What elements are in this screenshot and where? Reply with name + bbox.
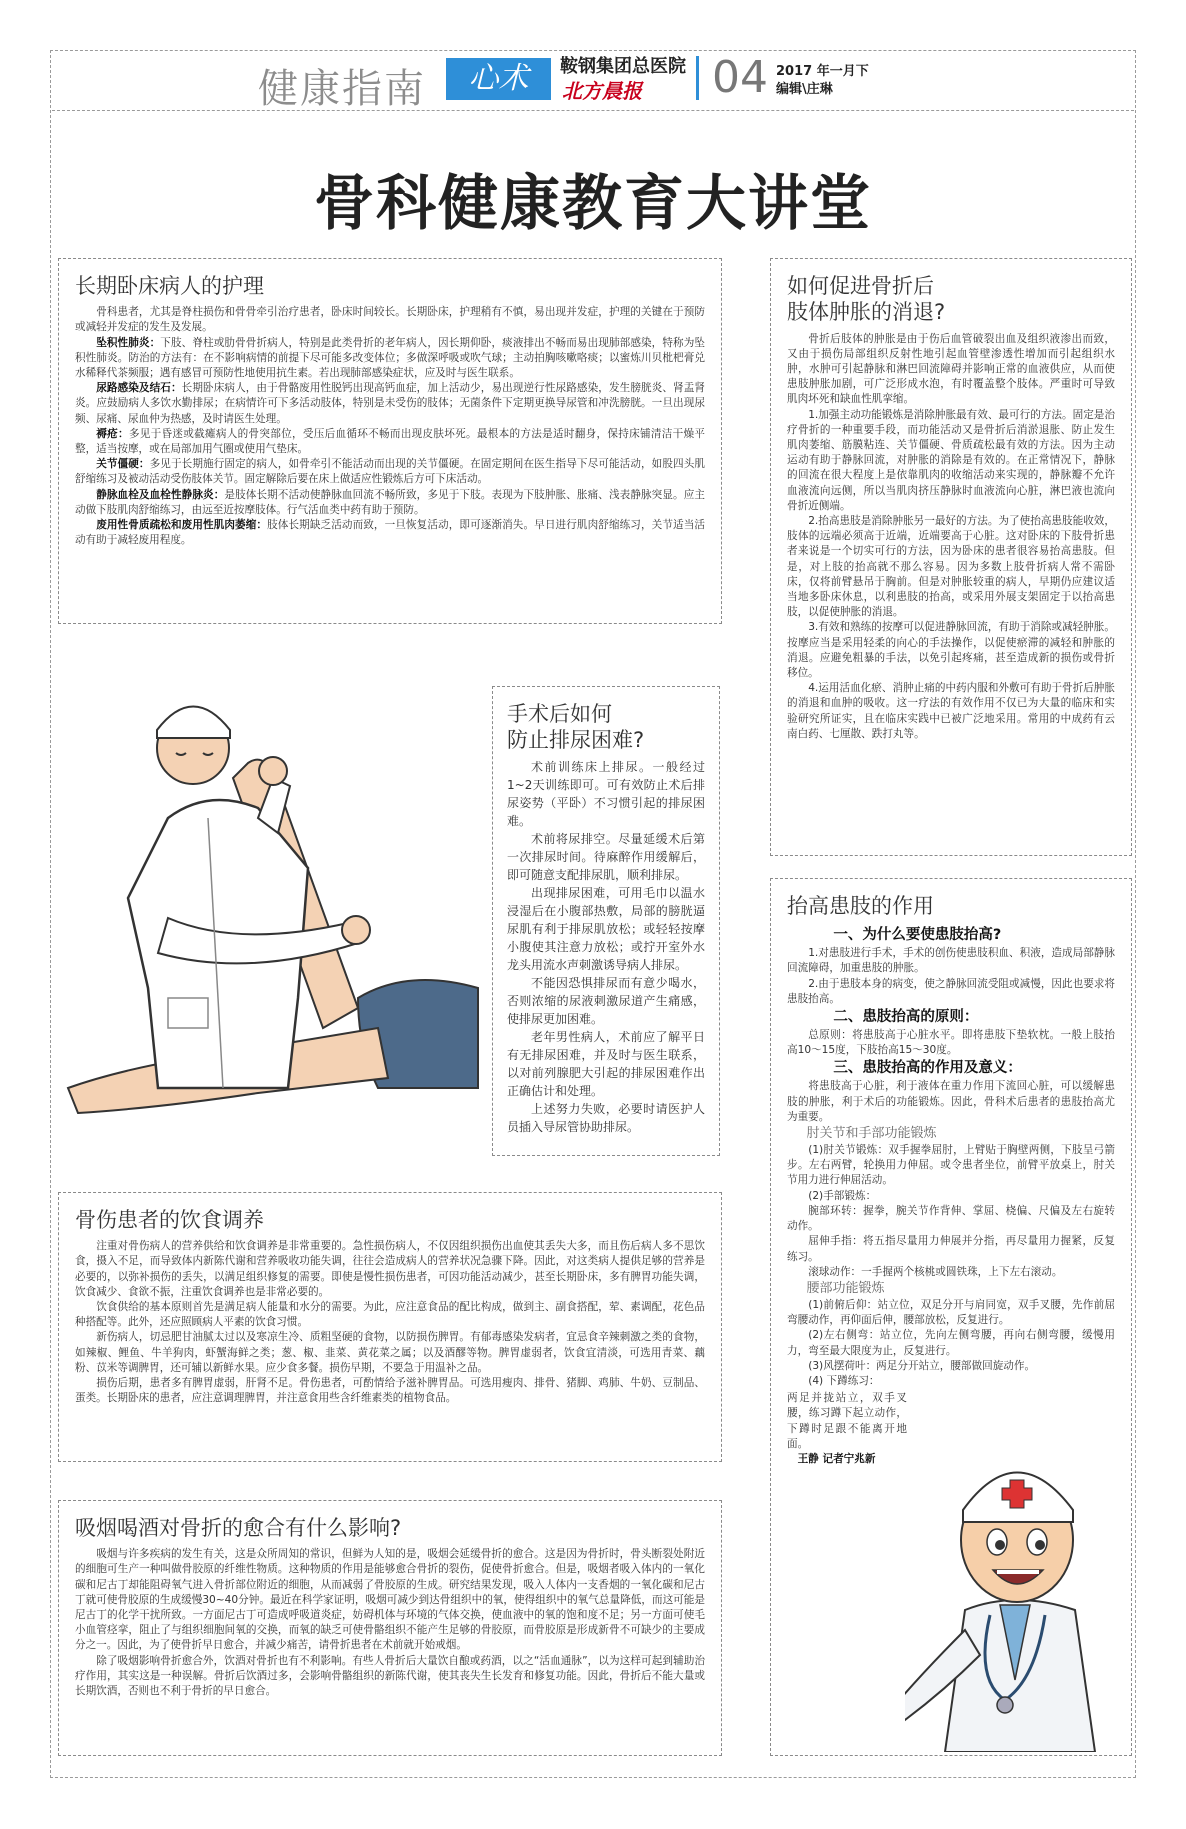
squat-tail (787, 1391, 907, 1467)
article-paragraph: 饮食供给的基本原则首先是满足病人能量和水分的需要。为此，应注意食品的配比构成，做到主、副食搭配，荤、素调配，花色品种搭配等。此外，还应照顾病人平素的饮食习惯。 (75, 1301, 705, 1329)
article-paragraph (75, 457, 705, 487)
article-paragraph: (2)手部锻炼： (808, 1189, 877, 1202)
article-paragraph (75, 427, 705, 457)
article-title (507, 701, 705, 754)
article-paragraph: 注重对骨伤病人的营养供给和饮食调养是非常重要的。急性损伤病人，不仅因组织损伤出血使其丢失大多，而且伤后病人多不思饮食，摄入不足，而导致体内新陈代谢和营养吸收功能失调，往往会造成病人的营养状况急骤下降。因此，对这类病人提供足够的营养是必要的，以弥补损伤的丢失，以满足组织修复的需要。即使是慢性损伤患者，可因功能活动减少，甚至长期卧床，多有脾胃功能失调，饮食减少、食欲不振，注重饮食调养也是非常必要的。 (75, 1240, 705, 1298)
article-paragraph: 3.有效和熟练的按摩可以促进静脉回流，有助于消除或减轻肿胀。按摩应当是采用轻柔的向心的手法操作，以促使瘀滞的减轻和肿胀的消退。应避免粗暴的手法，以免引起疼痛，甚至造成新的损伤或骨折移位。 (787, 621, 1115, 679)
article-paragraph: 不能因恐惧排尿而有意少喝水，否则浓缩的尿液刺激尿道产生痛感，使排尿更加困难。 (507, 975, 705, 1026)
editor-credit: 编辑\庄琳 (776, 82, 833, 97)
paragraph-text: 多见于长期施行固定的病人，如骨牵引不能活动而出现的关节僵硬。在固定期间在医生指导下尽可能活动，如股四头肌舒缩练习及被动活动受伤肢体关节。固定解除后要在床上做适应性锻炼后方可下床活动。 (75, 458, 706, 486)
article-paragraph: 老年男性病人，术前应了解平日有无排尿困难，并及时与医生联系，以对前列腺肥大引起的排尿困难作出正确估计和处理。 (507, 1029, 705, 1098)
article-paragraph: (2)左右侧弯：站立位，先向左侧弯腰，再向右侧弯腰，缓慢用力，弯至最大限度为止，反复进行。 (787, 1329, 1115, 1357)
article-paragraph: (3)风摆荷叶：两足分开站立，腰部做回旋动作。 (808, 1359, 1036, 1372)
article-title: 抬高患肢的作用 (787, 894, 934, 918)
article-body (75, 1239, 705, 1406)
paragraph-text: 下肢、脊柱或肋骨骨折病人，特别是此类骨折的老年病人，因长期仰卧，痰液排出不畅而易出现肺部感染，特称为坠积性肺炎。防治的方法有：在不影响病情的前提下尽可能多改变体位；多做深呼吸或吹气球；主动拍胸咳嗽咯痰；以蜜炼川贝枇杷膏兑水稀释代茶频服；遇有感冒可预防性地使用抗生素。若出现肺部感染症状，应及时与医生联系。 (75, 336, 706, 380)
article-paragraph: 术前训练床上排尿。一般经过1~2天训练即可。可有效防止术后排尿姿势（平卧）不习惯引起的排尿困难。 (507, 759, 705, 828)
doctor-examining-leg-illustration (58, 668, 488, 1126)
article-paragraph: 滚球动作：一手握两个核桃或圆铁珠，上下左右滚动。 (808, 1265, 1063, 1278)
paragraph-lead: 尿路感染及结石： (96, 382, 182, 395)
article-body (75, 305, 705, 548)
article-smoking-drinking (58, 1500, 722, 1756)
paragraph-text: 肢体长期缺乏活动而致，一旦恢复活动，即可逐渐消失。早日进行肌肉舒缩练习，关节适当活动有助于减轻废用程度。 (75, 519, 705, 547)
page-title: 骨科健康教育大讲堂 (314, 169, 872, 239)
article-paragraph: 2.由于患肢本身的病变，使之静脉回流受阻或减慢，因此也要求将患肢抬高。 (787, 977, 1115, 1005)
article-paragraph: (4) 下蹲练习： (808, 1374, 880, 1387)
article-diet (58, 1192, 722, 1462)
article-body (75, 1547, 705, 1699)
paragraph-text: 多见于昏迷或截瘫病人的骨突部位，受压后血循环不畅而出现皮肤坏死。最根本的方法是适时翻身，保持床铺清洁干燥平整，适当按摩，或在局部加用气圈或使用气垫床。 (75, 427, 706, 456)
article-paragraph: 4.运用活血化瘀、消肿止痛的中药内服和外敷可有助于骨折后肿胀的消退和血肿的吸收。这一疗法的有效作用不仅已为大量的临床和实验研究所证实，且在临床实践中已被广泛地采用。常用的中成药有云南白药、七厘散、跌打丸等。 (787, 682, 1115, 740)
article-paragraph: 1.加强主动功能锻炼是消除肿胀最有效、最可行的方法。固定是治疗骨折的一种重要手段，而功能活动又是骨折后消淤退胀、防止发生肌肉萎缩、筋膜粘连、关节僵硬、骨质疏松最有效的方法。因为主动运动有助于静脉回流，对肿胀的消除是有效的。在正常情况下，静脉的回流在很大程度上是依靠肌肉的收缩活动来实现的，静脉瓣不允许血液流向远侧，所以当肌肉挤压静脉时血液流向心脏，淋巴液也流向骨折近侧端。 (787, 408, 1115, 512)
squat-text: 两足并拢站立，双手叉腰，练习蹲下起立动作，下蹲时足跟不能离开地面。 (787, 1392, 907, 1450)
article-title: 骨伤患者的饮食调养 (75, 1208, 264, 1232)
article-title: 长期卧床病人的护理 (75, 274, 264, 298)
subheading-principle: 二、患肢抬高的原则： (833, 1009, 979, 1026)
article-paragraph: 骨折后肢体的肿胀是由于伤后血管破裂出血及组织液渗出而致，又由于损伤局部组织反射性地引起血管壁渗透性增加而引起组织水肿，水肿可引起静脉和淋巴回流障碍并影响正常的血液供应，从而使患肢肿胀加剧，可广泛形成水泡，有时覆盖整个肢体。严重时可导致肌肉坏死和缺血性肌挛缩。 (787, 332, 1115, 406)
article-paragraph: 屈伸手指：将五指尽量用力伸展并分指，再尽量用力握紧，反复练习。 (787, 1235, 1115, 1263)
why-body (787, 946, 1115, 1007)
article-bedridden-care (58, 258, 722, 624)
hospital-name: 鞍钢集团总医院 (560, 56, 686, 77)
effect-body: 将患肢高于心脏，利于液体在重力作用下流回心脏，可以缓解患肢的肿胀，利于术后的功能锻炼。因此，骨科术后患者的患肢抬高尤为重要。 (787, 1080, 1115, 1123)
article-paragraph: 术前将尿排空。尽量延缓术后第一次排尿时间。待麻醉作用缓解后，即可随意支配排尿肌，顺利排尿。 (507, 831, 705, 882)
paragraph-text: 长期卧床病人，由于骨骼废用性脱钙出现高钙血症，加上活动少，易出现逆行性尿路感染，发生膀胱炎、肾盂肾炎。应鼓励病人多饮水勤排尿；在病情许可下多活动肢体，特别是未受伤的肢体；无菌条件下定期更换导尿管和冲洗膀胱。一旦出现尿频、尿痛、尿血仲为热感，及时请医生处理。 (75, 382, 706, 425)
page-number: 04 (712, 52, 768, 103)
header-separator (696, 56, 699, 100)
elbow-hand-body (787, 1143, 1115, 1280)
article-paragraph (75, 305, 705, 335)
article-paragraph: 1.对患肢进行手术，手术的创伤使患肢积血、积液，造成局部静脉回流障碍，加重患肢的肿胀。 (787, 947, 1115, 975)
article-title-line2: 肢体肿胀的消退? (787, 300, 946, 325)
article-title: 吸烟喝酒对骨折的愈合有什么影响? (75, 1516, 402, 1540)
author-credit: 王静 记者宁兆新 (797, 1452, 876, 1465)
paragraph-lead: 坠积性肺炎： (96, 336, 161, 349)
article-paragraph (75, 518, 705, 548)
article-title-line1: 如何促进骨折后 (787, 274, 934, 298)
subheading-effect: 三、患肢抬高的作用及意义： (833, 1060, 1022, 1077)
article-title-line1: 手术后如何 (507, 702, 612, 726)
article-paragraph: 腕部环转：握拳，腕关节作背伸、掌屈、桡偏、尺偏及左右旋转动作。 (787, 1204, 1115, 1233)
article-swelling (770, 258, 1132, 856)
header-rule (52, 110, 1134, 111)
article-paragraph: 出现排尿困难，可用毛巾以温水浸湿后在小腹部热敷，局部的膀胱逼尿肌有利于排尿肌放松；或轻轻按摩小腹使其注意力放松；或拧开室外水龙头用流水声刺激诱导病人排尿。 (507, 885, 705, 972)
subheading-why: 一、为什么要使患肢抬高? (833, 927, 1002, 944)
article-paragraph (75, 488, 705, 518)
article-paragraph: 2.抬高患肢是消除肿胀另一最好的方法。为了使抬高患肢能收效，肢体的远端必须高于近端，近端要高于心脏。这对卧床的下肢骨折患者来说是一个切实可行的方法，因为卧床的患者很容易抬高患肢。但是，对上肢的抬高就不那么容易。因为多数上肢骨折病人常不需卧床，仅将前臂悬吊于胸前。但是对肿胀较重的病人，早期仍应建议适当地多卧床休息，以利患肢的抬高，或采用外展支架固定于以抬高患肢，以促使肿胀的消退。 (787, 514, 1115, 619)
article-paragraph: 吸烟与许多疾病的发生有关，这是众所周知的常识，但鲜为人知的是，吸烟会延缓骨折的愈合。这是因为骨折时，骨头断裂处附近的细胞可生产一种叫做骨胶原的纤维性物质。这种物质的作用是能够愈合骨折的裂伤，促使骨折愈合。但是，吸烟者吸入体内的一氧化碳和尼古丁却能阻碍氧气进入骨折部位附近的细胞，从而减弱了骨胶原的生成。研究结果发现，吸入人体内一支香烟的一氧化碳和尼古丁就可使骨胶原的生成缓慢30~40分钟。最近在科学家证明，吸烟可减少到达骨组织中的氧，使得组织中的氧气总量降低，而这可能是尼古丁的化学干扰所致。一方面尼古丁可造成呼吸道炎症，妨碍机体与环境的气体交换，使血液中的氧的饱和度不足；另一方面可使毛小血管痉挛，阻止了与组织细胞间氧的交换，而氧的缺乏可使骨骼组织不能产生足够的骨胶原，而骨胶原是形成新骨不可缺少的主要成分之一。因此，为了使骨折早日愈合，并减少痛苦，请骨折患者在术前就开始戒烟。 (75, 1548, 705, 1652)
article-title (787, 273, 1115, 326)
section-brand: 健康指南 (258, 66, 426, 112)
principle-body: 总原则：将患肢高于心脏水平。即将患肢下垫软枕。一般上肢抬高10～15度，下肢抬高15～30度。 (787, 1029, 1115, 1057)
article-title-line2: 防止排尿困难? (507, 728, 645, 753)
paragraph-text: 是肢体长期不活动使静脉血回流不畅所致，多见于下肢。表现为下肢肿胀、胀痛、浅表静脉突显。应主动做下肢肌肉舒缩练习，由远至近按摩肢体。行气活血类中药有助于预防。 (75, 488, 706, 516)
paragraph-lead: 静脉血栓及血栓性静脉炎： (96, 488, 225, 501)
article-paragraph: (1)前俯后仰：站立位，双足分开与肩同宽，双手叉腰，先作前屈弯腰动作，再仰面后伸，腰部放松，反复进行。 (787, 1298, 1115, 1327)
cartoon-doctor-pointing-illustration (905, 1440, 1125, 1752)
article-paragraph: 损伤后期，患者多有脾胃虚弱，肝肾不足。骨伤患者，可酌情给予滋补脾胃品。可选用瘦肉、排骨、猪脚、鸡肺、牛奶、豆制品、蛋类。长期卧床的患者，应注意调理脾胃，并注意食用些含纤维素类的植物食品。 (75, 1377, 705, 1405)
article-body (787, 332, 1115, 742)
subheading-waist: 腰部功能锻炼 (806, 1280, 885, 1296)
article-post-op-urination (492, 686, 720, 1156)
paragraph-lead: 褥疮： (96, 427, 129, 440)
subheading-elbow-hand: 肘关节和手部功能锻炼 (806, 1126, 937, 1142)
article-paragraph: (1)肘关节锻炼：双手握拳屈肘，上臂贴于胸壁两侧，下肢呈弓箭步。左右两臂，轮换用力伸屈。或令患者坐位，前臂平放桌上，肘关节用力进行伸屈活动。 (787, 1144, 1115, 1187)
waist-body (787, 1298, 1115, 1389)
paragraph-text: 骨科患者，尤其是脊柱损伤和骨骨牵引治疗患者，卧床时间较长。长期卧床，护理稍有不慎，易出现并发症，护理的关键在于预防或减轻并发症的发生及发展。 (75, 306, 705, 334)
article-paragraph: 除了吸烟影响骨折愈合外，饮酒对骨折也有不利影响。有些人骨折后大量饮自酿或药酒，以之“活血通脉”，以为这样可起到辅助治疗作用，其实这是一种误解。骨折后饮酒过多，会影响骨骼组织的新陈代谢，使其丧失生长发育和修复功能。因此，骨折后不能大量或长期饮酒，否则也不利于骨折的早日愈合。 (75, 1654, 705, 1698)
article-paragraph: 新伤病人，切忌肥甘油腻太过以及寒凉生冷、质粗坚硬的食物，以防损伤脾胃。有郁毒感染发病者，宜忌食辛辣刺激之类的食物，如辣椒、鲤鱼、牛羊狗肉，虾蟹海鲜之类；葱、椒、韭菜、黄花菜之属；以及酒醪等物。脾胃虚弱者，饮食宜清淡，可选用青菜、藕粉、苡米等调脾胃，还可辅以新鲜水果。应少食多餐。损伤早期，不要急于用温补之品。 (75, 1331, 705, 1374)
article-paragraph (75, 336, 705, 382)
article-paragraph: 上述努力失败，必要时请医护人员插入导尿管协助排尿。 (507, 1101, 705, 1134)
paragraph-lead: 关节僵硬： (96, 458, 150, 471)
magazine-logo: 心术 (446, 58, 551, 100)
issue-date: 2017 年一月下 (776, 64, 869, 79)
article-body (507, 758, 705, 1136)
newspaper-name: 北方晨报 (562, 79, 642, 103)
paragraph-lead: 废用性骨质疏松和废用性肌肉萎缩： (96, 519, 268, 532)
article-paragraph (75, 381, 705, 427)
